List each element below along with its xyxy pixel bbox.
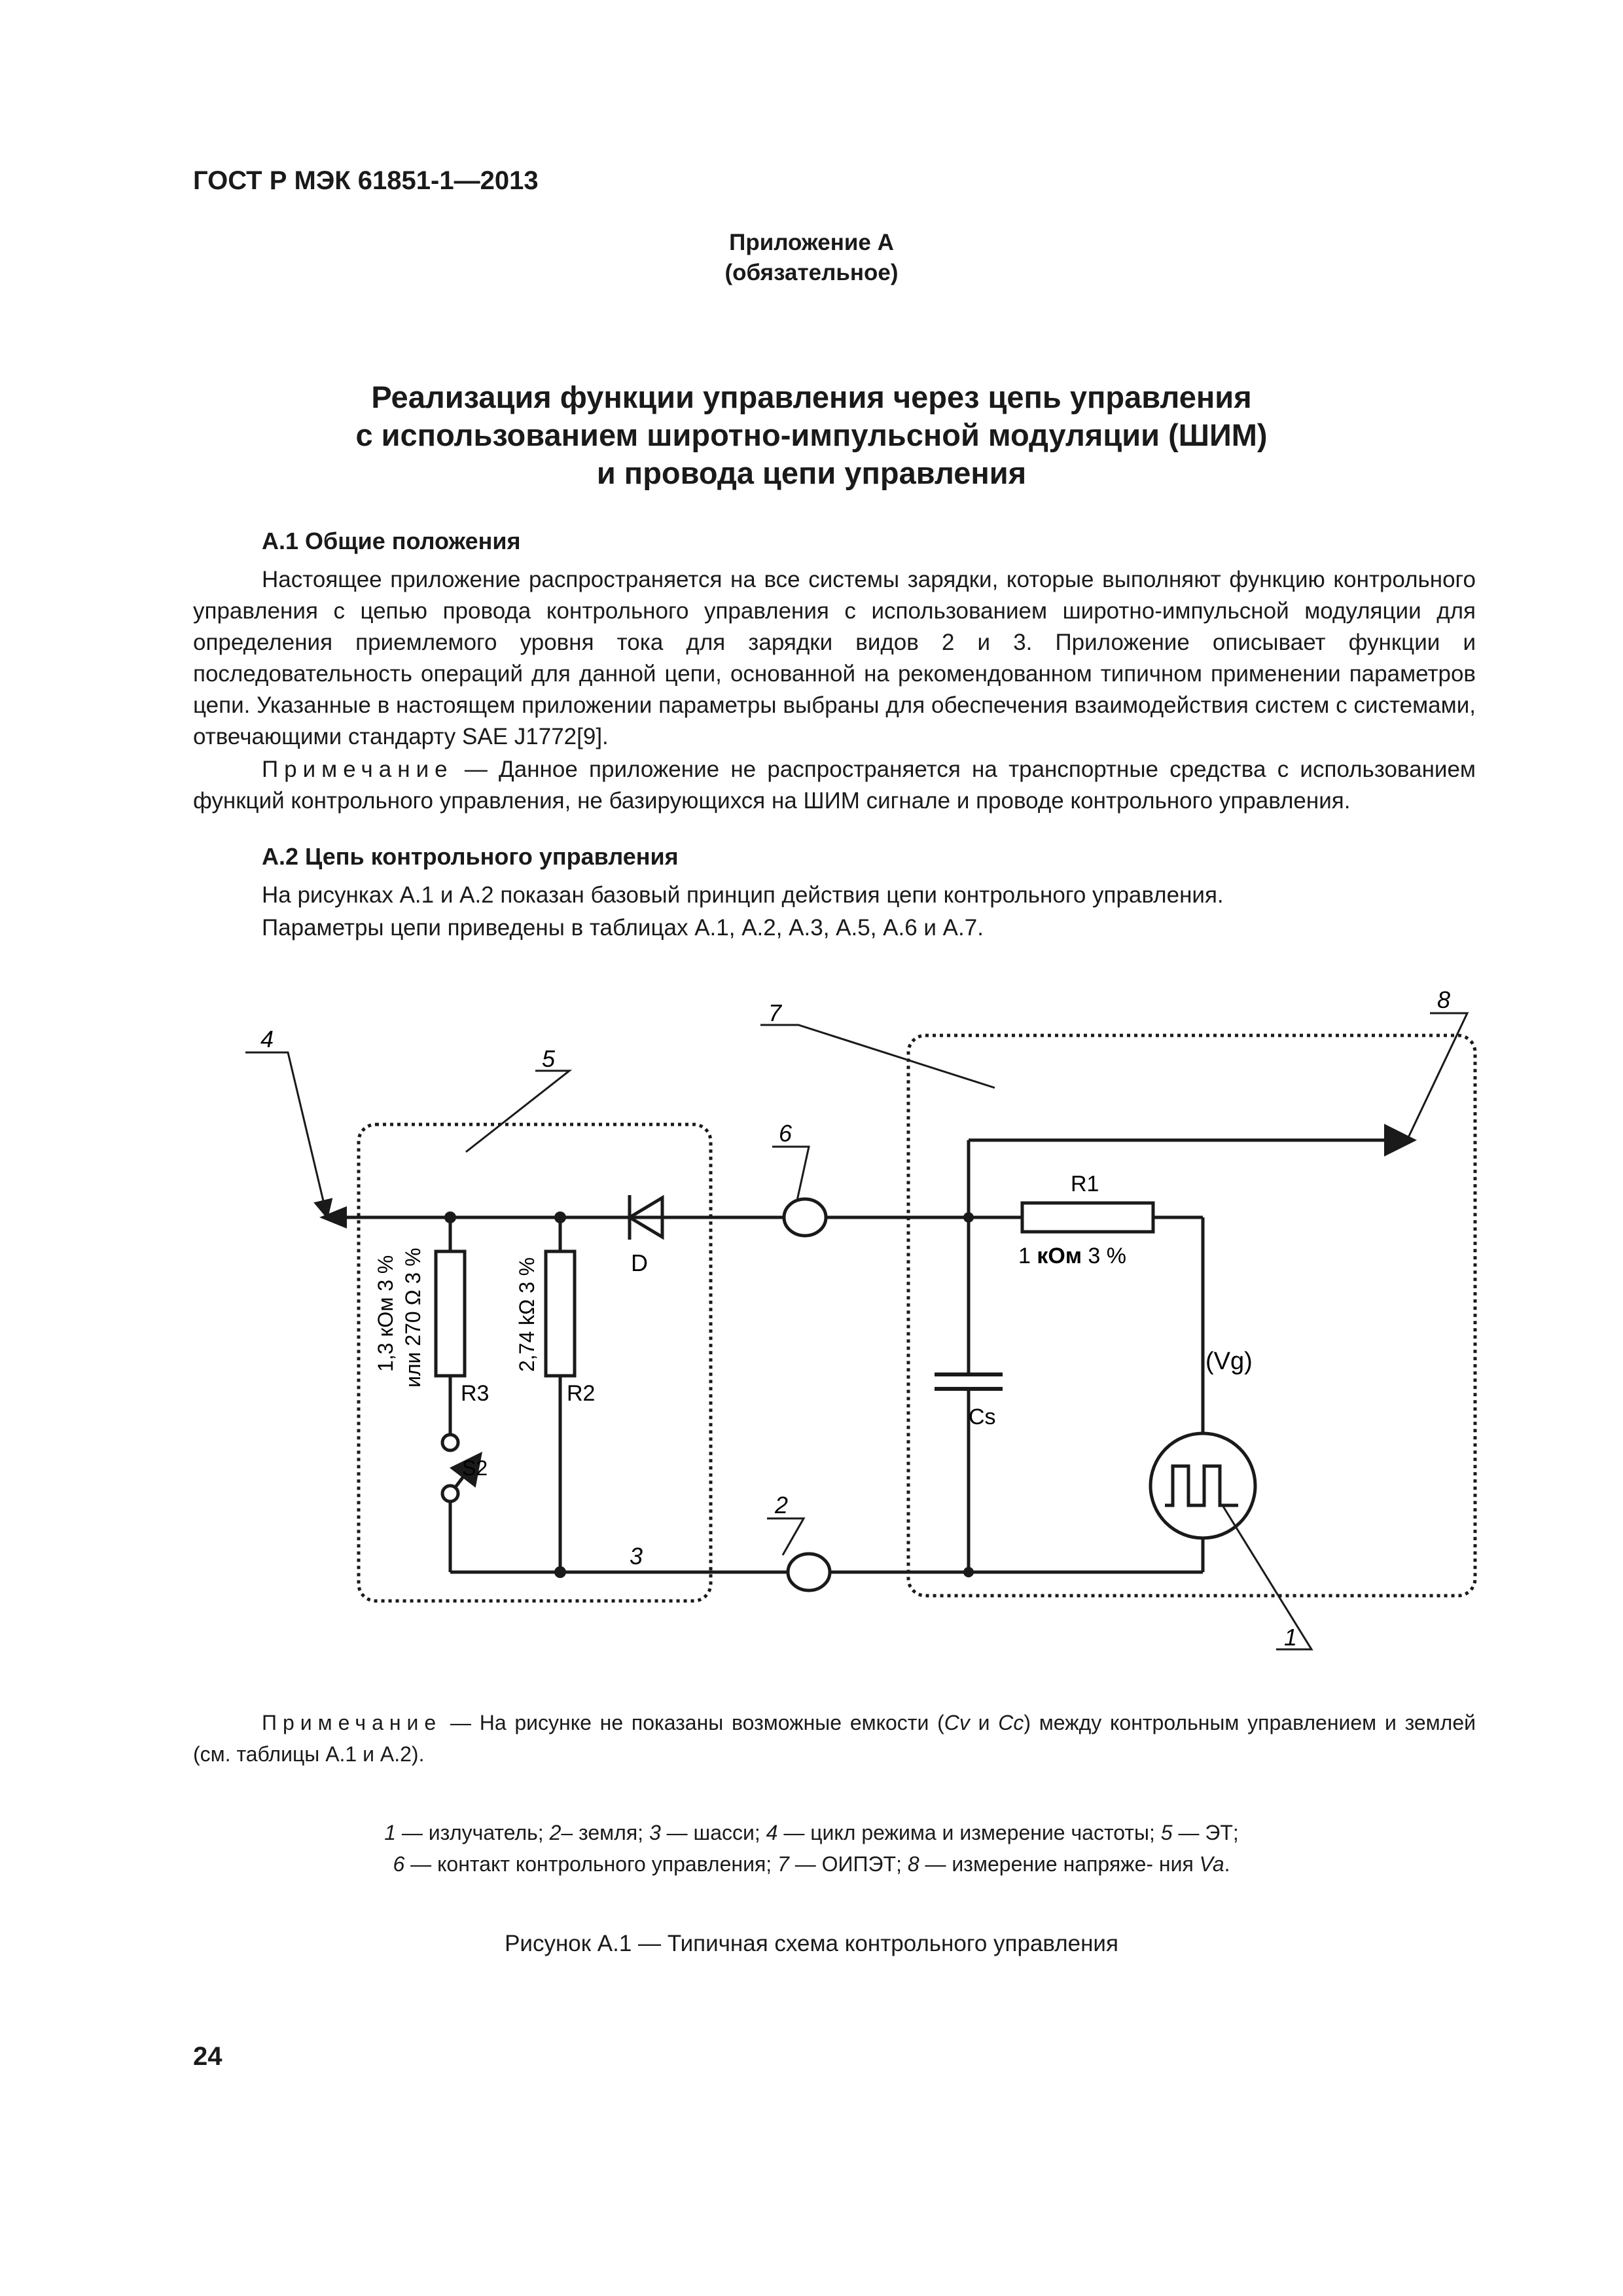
resistor-r2-icon [546,1251,575,1376]
annex-title-line-3: и провода цепи управления [596,456,1027,490]
callout-8: 8 [1437,986,1451,1013]
r2-label: R2 [567,1381,596,1406]
section-a1-paragraph: Настоящее приложение распространяется на все системы зарядки, которые выполняют функцию контрольного управления с цепью провода контрольного управления с использованием широтно-импульсной модуляции для определения приемлемого уровня тока для зарядки видов 2 и 3. Приложение описывает функции и последовательность операций для данной цепи, основанной на рекомендованном типичном применении параметров цепи. Указанные в настоящем приложении параметры выбраны для обеспечения взаимодействия систем с системами, отвечающими стандарту SAE J1772[9]. [193,567,1476,749]
section-a2-line-1: На рисунках А.1 и А.2 показан базовый принцип действия цепи контрольного управления. [262,882,1224,908]
callout-7: 7 [768,999,782,1026]
r2-value: 2,74 kΩ 3 % [515,1257,539,1372]
r3-label: R3 [461,1381,490,1406]
figure-caption: Рисунок А.1 — Типичная схема контрольного управления [505,1931,1118,1956]
note-text: — Данное приложение не распространяется на транспортные средства с использованием функций контрольного управления, не базирующихся на ШИМ сигнале и проводе контрольного управления. [193,757,1476,814]
callout-3: 3 [630,1543,643,1570]
note-label: Примечание [262,757,454,782]
annex-status: (обязательное) [724,260,899,285]
figure-note: Примечание — На рисунке не показаны возможные емкости (Cv и Cc) между контрольным управлением и землей (см. таблицы А.1 и А.2). [193,1711,1476,1766]
annex-title-line-1: Реализация функции управления через цепь управления [371,380,1252,414]
r3-value-line-2: или 270 Ω 3 % [401,1247,425,1388]
ground-contact-icon [788,1554,830,1590]
figure-legend-line-1: 1 — излучатель; 2– земля; 3 — шасси; 4 — цикл режима и измерение частоты; 5 — ЭТ; [384,1821,1239,1844]
annex-label: Приложение А [729,230,894,255]
section-a2-line-2: Параметры цепи приведены в таблицах А.1, А.2, А.3, А.5, А.6 и А.7. [262,915,984,941]
r3-value-line-1: 1,3 кОм 3 % [374,1255,397,1372]
section-a1-heading: А.1 Общие положения [262,528,521,554]
switch-s2-icon [442,1435,458,1450]
page-number: 24 [193,2042,223,2071]
standard-code: ГОСТ Р МЭК 61851-1—2013 [193,166,539,195]
arrow-left-icon [319,1206,347,1229]
diode-label: D [631,1249,648,1276]
generator-label: (Vg) [1205,1348,1253,1375]
figure-legend-line-2: 6 — контакт контрольного управления; 7 — ОИПЭТ; 8 — измерение напряже- ния Va. [393,1852,1230,1876]
resistor-r1-icon [1022,1203,1153,1232]
callout-5: 5 [542,1045,556,1072]
callout-2: 2 [775,1492,789,1518]
r1-value: 1 кОм 3 % [1018,1244,1127,1268]
callout-1: 1 [1284,1624,1298,1651]
switch-label: S2 [462,1456,488,1480]
resistor-r3-icon [436,1251,465,1376]
callout-6: 6 [779,1120,793,1147]
r1-label: R1 [1071,1172,1099,1196]
annex-title-line-2: с использованием широтно-импульсной модуляции (ШИМ) [355,418,1268,452]
pilot-contact-icon [784,1199,826,1236]
capacitor-label: Cs [969,1405,996,1429]
section-a2-heading: А.2 Цепь контрольного управления [262,843,679,870]
callout-4: 4 [260,1026,274,1052]
figure-note-label: Примечание [262,1711,442,1734]
